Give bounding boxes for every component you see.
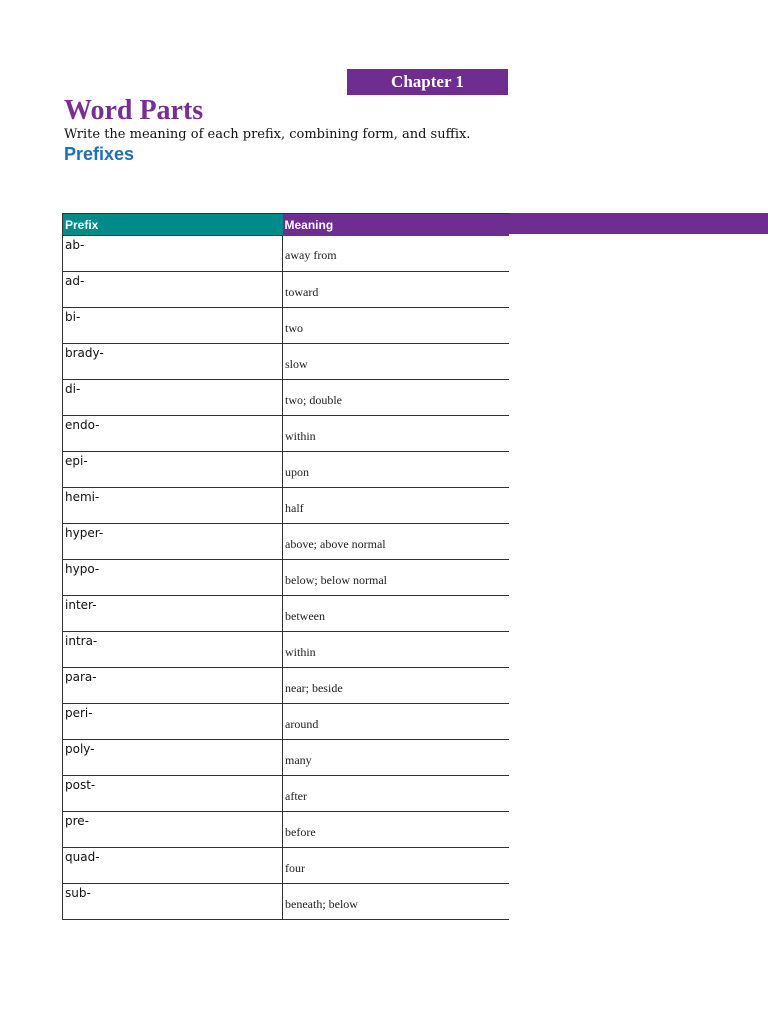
prefix-cell: poly- xyxy=(63,740,283,776)
prefix-cell: bi- xyxy=(63,308,283,344)
meaning-column-header: Meaning xyxy=(283,214,509,236)
prefix-column-header: Prefix xyxy=(63,214,283,236)
prefix-cell: inter- xyxy=(63,596,283,632)
meaning-cell: around xyxy=(283,704,509,740)
meaning-cell: toward xyxy=(283,272,509,308)
table-body xyxy=(63,236,509,920)
table-row xyxy=(63,596,509,632)
meaning-cell: two; double xyxy=(283,380,509,416)
prefix-cell: para- xyxy=(63,668,283,704)
table-row xyxy=(63,812,509,848)
table-row xyxy=(63,308,509,344)
table-row xyxy=(63,560,509,596)
instructions-text: Write the meaning of each prefix, combining form, and suffix. xyxy=(64,127,471,142)
table-header-row xyxy=(63,214,509,236)
prefix-table xyxy=(62,213,509,920)
meaning-cell: many xyxy=(283,740,509,776)
prefix-cell: di- xyxy=(63,380,283,416)
table-row xyxy=(63,884,509,920)
prefix-cell: peri- xyxy=(63,704,283,740)
prefix-cell: intra- xyxy=(63,632,283,668)
table-row xyxy=(63,488,509,524)
prefix-cell: hemi- xyxy=(63,488,283,524)
section-title: Prefixes xyxy=(64,144,135,164)
meaning-cell: away from xyxy=(283,236,509,272)
table-row xyxy=(63,848,509,884)
meaning-cell: below; below normal xyxy=(283,560,509,596)
meaning-cell: four xyxy=(283,848,509,884)
table-row xyxy=(63,416,509,452)
meaning-cell: above; above normal xyxy=(283,524,509,560)
meaning-cell: two xyxy=(283,308,509,344)
prefix-cell: post- xyxy=(63,776,283,812)
prefix-cell: quad- xyxy=(63,848,283,884)
prefix-cell: hyper- xyxy=(63,524,283,560)
chapter-banner: Chapter 1 xyxy=(347,69,508,95)
meaning-cell: slow xyxy=(283,344,509,380)
meaning-cell: between xyxy=(283,596,509,632)
meaning-cell: beneath; below xyxy=(283,884,509,920)
prefix-cell: ab- xyxy=(63,236,283,272)
prefix-cell: endo- xyxy=(63,416,283,452)
meaning-cell: before xyxy=(283,812,509,848)
prefix-cell: ad- xyxy=(63,272,283,308)
page-title: Word Parts xyxy=(64,95,204,126)
table-row xyxy=(63,452,509,488)
table-row xyxy=(63,524,509,560)
header-bar-extension xyxy=(508,213,768,234)
meaning-cell: near; beside xyxy=(283,668,509,704)
meaning-cell: half xyxy=(283,488,509,524)
table-row xyxy=(63,632,509,668)
prefix-cell: hypo- xyxy=(63,560,283,596)
meaning-cell: within xyxy=(283,632,509,668)
meaning-cell: upon xyxy=(283,452,509,488)
table-row xyxy=(63,668,509,704)
prefix-cell: sub- xyxy=(63,884,283,920)
table-row xyxy=(63,236,509,272)
meaning-cell: after xyxy=(283,776,509,812)
prefix-cell: brady- xyxy=(63,344,283,380)
table-row xyxy=(63,704,509,740)
meaning-cell: within xyxy=(283,416,509,452)
prefix-cell: epi- xyxy=(63,452,283,488)
table-row xyxy=(63,776,509,812)
table-row xyxy=(63,344,509,380)
table-row xyxy=(63,740,509,776)
table-row xyxy=(63,272,509,308)
table-row xyxy=(63,380,509,416)
prefix-cell: pre- xyxy=(63,812,283,848)
